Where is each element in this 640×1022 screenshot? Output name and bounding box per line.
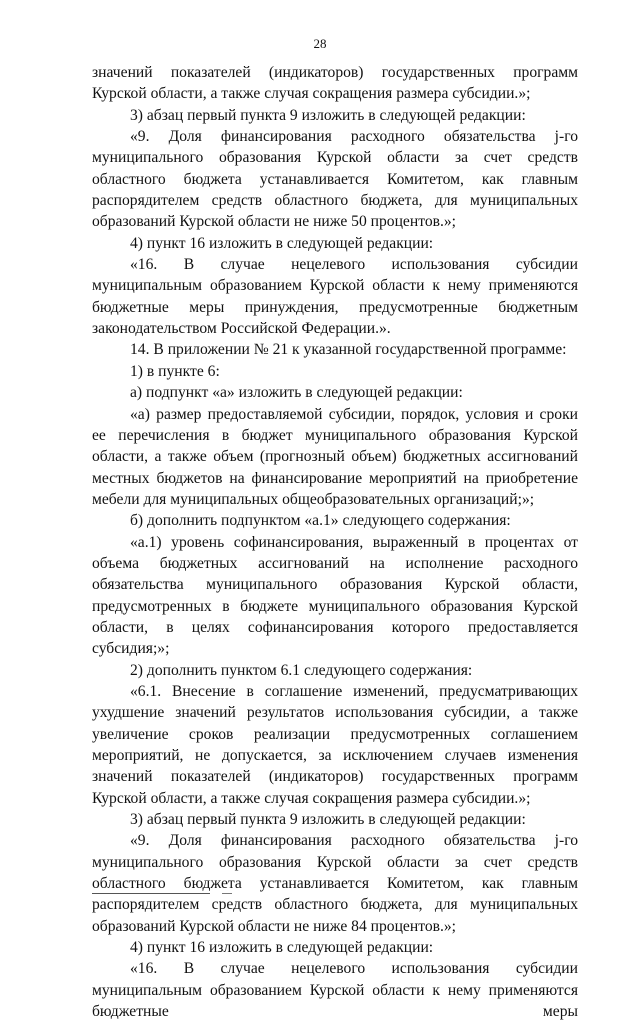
page-number: 28 bbox=[313, 36, 327, 51]
paragraph: «а.1) уровень софинансирования, выраженный в процентах от объема бюджетных ассигнований на исполнение расходного обязательства муниципального образования Курской области, предусмотренных в бюджете муниципального образования Курской области, в целях софинансирования которого предоставляется субсидия;»; bbox=[92, 533, 578, 658]
paragraph: «9. Доля финансирования расходного обязательства j-го муниципального образования Курской области за счет средств областного бюджета устанавливается Комитетом, как главным распорядителем средств областного бюджета, для муниципальных образований Курской области не ниже 84 процентов.»; bbox=[92, 832, 578, 935]
paragraph: «а) размер предоставляемой субсидии, порядок, условия и сроки ее перечисления в бюджет муниципального образования Курской области, а также объем (прогнозный объем) бюджетных ассигнований местных бюджетов на финансирование мероприятий на приобретение мебели для муниципальных общеобразовательных организаций;»; bbox=[92, 405, 578, 508]
footer-rule bbox=[92, 893, 210, 894]
paragraph: «16. В случае нецелевого использования субсидии муниципальным образованием Курской области к нему применяются бюджетные меры bbox=[92, 960, 578, 1021]
paragraph: значений показателей (индикаторов) государственных программ Курской области, а также случая сокращения размера субсидии.»; bbox=[92, 64, 578, 103]
paragraph: «16. В случае нецелевого использования субсидии муниципальным образованием Курской области к нему применяются бюджетные меры принуждения, предусмотренные бюджетным законодательством Российской Федерации.». bbox=[92, 256, 578, 338]
paragraph: 3) абзац первый пункта 9 изложить в следующей редакции: bbox=[130, 106, 526, 124]
paragraph: «9. Доля финансирования расходного обязательства j-го муниципального образования Курской области за счет средств областного бюджета устанавливается Комитетом, как главным распорядителем средств областного бюджета, для муниципальных образований Курской области не ниже 50 процентов.»; bbox=[92, 128, 578, 231]
paragraph: 1) в пункте 6: bbox=[130, 362, 220, 380]
paragraph: б) дополнить подпунктом «а.1» следующего содержания: bbox=[130, 512, 511, 530]
footer-rule-mark bbox=[222, 893, 232, 894]
paragraph: «6.1. Внесение в соглашение изменений, предусматривающих ухудшение значений результатов использования субсидии, а также увеличение сроков реализации предусмотренных соглашением мероприятий, не допускается, за исключением случаев изменения значений показателей (индикаторов) государственных программ Курской области, а также случая сокращения размера субсидии.»; bbox=[92, 682, 578, 807]
document-body bbox=[92, 62, 578, 1022]
paragraph: 2) дополнить пунктом 6.1 следующего содержания: bbox=[130, 661, 473, 679]
paragraph: 4) пункт 16 изложить в следующей редакции: bbox=[130, 939, 434, 957]
paragraph: 14. В приложении № 21 к указанной государственной программе: bbox=[130, 341, 567, 359]
paragraph: а) подпункт «а» изложить в следующей редакции: bbox=[130, 384, 463, 402]
paragraph: 3) абзац первый пункта 9 изложить в следующей редакции: bbox=[130, 811, 526, 829]
paragraph: 4) пункт 16 изложить в следующей редакции: bbox=[130, 234, 434, 252]
